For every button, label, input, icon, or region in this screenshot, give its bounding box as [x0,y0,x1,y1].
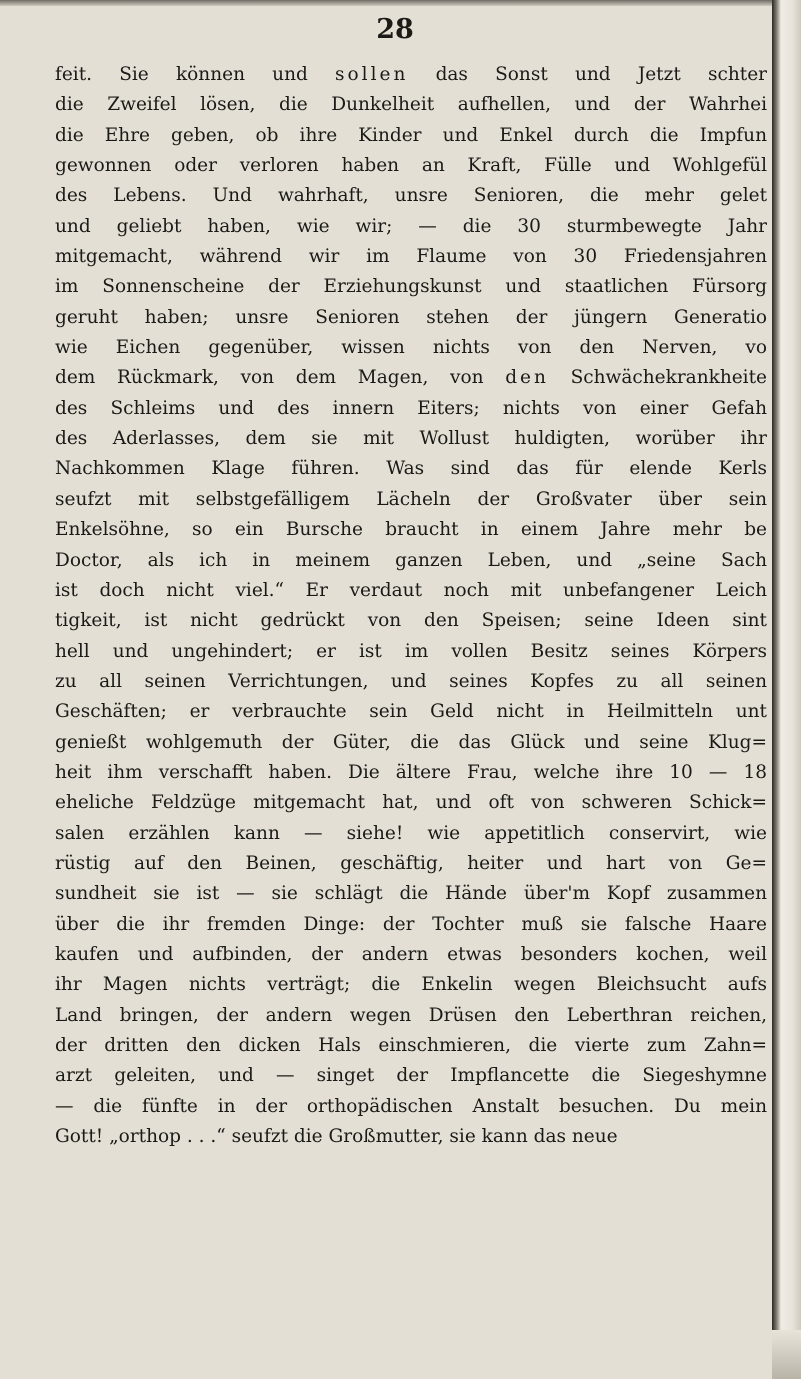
text-line: — die fünfte in der orthopädischen Anstalt besuchen. Du mein [55,1095,767,1117]
text-line: des Lebens. Und wahrhaft, unsre Senioren, die mehr gelet [55,185,767,207]
text-line: heit ihm verschafft haben. Die ältere Frau, welche ihre 10 — 18 [55,761,767,783]
body-text [55,60,767,1152]
text-line: des Aderlasses, dem sie mit Wollust huldigten, worüber ihr [55,428,767,450]
text-line: und geliebt haben, wie wir; — die 30 sturmbewegte Jahr [55,215,767,237]
text-line: Enkelsöhne, so ein Bursche braucht in einem Jahre mehr be [55,519,767,541]
top-edge [0,0,772,6]
text-line: tigkeit, ist nicht gedrückt von den Speisen; seine Ideen sint [55,610,767,632]
text-line: seufzt mit selbstgefälligem Lächeln der Großvater über sein [55,488,767,510]
text-line: genießt wohlgemuth der Güter, die das Glück und seine Klug= [55,731,767,753]
text-line: feit. Sie können und sollen das Sonst und Jetzt schter [55,64,767,85]
text-line: kaufen und aufbinden, der andern etwas besonders kochen, weil [55,943,767,965]
text-line: dem Rückmark, von dem Magen, von den Schwächekrankheite [55,367,767,389]
page-number: 28 [376,14,414,45]
text-line: über die ihr fremden Dinge: der Tochter muß sie falsche Haare [55,913,767,935]
text-line: Gott! „orthop . . .“ seufzt die Großmutter, sie kann das neue [55,1126,618,1148]
text-line: salen erzählen kann — siehe! wie appetitlich conservirt, wie [55,822,767,844]
text-line: sundheit sie ist — sie schlägt die Hände über'm Kopf zusammen [55,883,767,905]
text-line: ist doch nicht viel.“ Er verdaut noch mit unbefangener Leich [55,579,767,601]
text-line: zu all seinen Verrichtungen, und seines Kopfes zu all seinen [55,670,767,692]
text-line: mitgemacht, während wir im Flaume von 30 Friedensjahren [55,246,767,268]
text-line: Doctor, als ich in meinem ganzen Leben, und „seine Sach [55,549,767,571]
text-line: des Schleims und des innern Eiters; nichts von einer Gefah [55,397,767,419]
facing-page-edge [772,0,801,1379]
text-line: die Ehre geben, ob ihre Kinder und Enkel durch die Impfun [55,124,767,146]
text-line: Geschäften; er verbrauchte sein Geld nicht in Heilmitteln unt [55,701,767,723]
text-line: Land bringen, der andern wegen Drüsen den Leberthran reichen, [55,1004,767,1026]
bottom-edge [772,1330,801,1379]
text-line: geruht haben; unsre Senioren stehen der jüngern Generatio [55,306,767,328]
text-line: Nachkommen Klage führen. Was sind das für elende Kerls [55,458,767,480]
text-line: wie Eichen gegenüber, wissen nichts von den Nerven, vo [55,337,767,359]
text-line: eheliche Feldzüge mitgemacht hat, und oft von schweren Schick= [55,792,767,814]
text-line: hell und ungehindert; er ist im vollen Besitz seines Körpers [55,640,767,662]
text-line: gewonnen oder verloren haben an Kraft, Fülle und Wohlgefül [55,155,767,177]
text-line: der dritten den dicken Hals einschmieren, die vierte zum Zahn= [55,1035,767,1056]
text-line: ihr Magen nichts verträgt; die Enkelin wegen Bleichsucht aufs [55,974,767,996]
text-line: die Zweifel lösen, die Dunkelheit aufhellen, und der Wahrhei [55,94,767,116]
text-line: rüstig auf den Beinen, geschäftig, heiter und hart von Ge= [55,852,767,874]
text-line: arzt geleiten, und — singet der Impflancette die Siegeshymne [55,1065,767,1087]
text-line: im Sonnenscheine der Erziehungskunst und staatlichen Fürsorg [55,276,767,298]
